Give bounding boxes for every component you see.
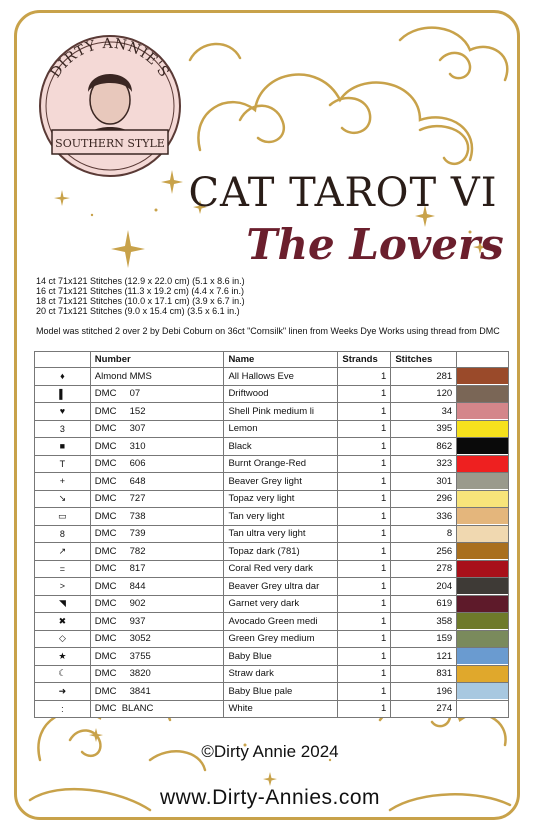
color-swatch [457,683,508,699]
color-swatch [457,473,508,489]
symbol-cell: > [35,578,91,596]
stitches-cell: 120 [391,385,457,403]
table-row [35,473,509,491]
color-swatch [457,543,508,559]
color-swatch [457,648,508,664]
table-row [35,665,509,683]
symbol-cell: ↘ [35,490,91,508]
table-body [35,368,509,718]
color-swatch [457,666,508,682]
stitches-cell: 34 [391,403,457,421]
color-swatch [457,526,508,542]
symbol-cell: : [35,700,91,718]
size-line: 14 ct 71x121 Stitches (12.9 x 22.0 cm) (5.1 x 8.6 in.) [36,276,245,286]
stitches-cell: 358 [391,613,457,631]
number-cell: DMC 782 [90,543,224,561]
color-swatch-cell [457,613,509,631]
stitches-cell: 159 [391,630,457,648]
name-cell: Avocado Green medi [224,613,338,631]
number-cell: DMC 606 [90,455,224,473]
strands-cell: 1 [338,403,391,421]
color-swatch-cell [457,560,509,578]
number-cell: DMC 817 [90,560,224,578]
table-row [35,508,509,526]
table-row [35,683,509,701]
symbol-cell: ◥ [35,595,91,613]
strands-cell: 1 [338,665,391,683]
strands-cell: 1 [338,455,391,473]
table-row [35,648,509,666]
symbol-cell: ▭ [35,508,91,526]
table-row [35,420,509,438]
strands-cell: 1 [338,473,391,491]
color-swatch [457,368,508,384]
name-cell: White [224,700,338,718]
color-swatch [457,631,508,647]
table-row [35,543,509,561]
header-strands: Strands [338,352,391,368]
table-row [35,578,509,596]
stitches-cell: 204 [391,578,457,596]
strands-cell: 1 [338,630,391,648]
number-cell: DMC 738 [90,508,224,526]
stitches-cell: 296 [391,490,457,508]
color-swatch-cell [457,455,509,473]
stitches-cell: 336 [391,508,457,526]
stitches-cell: 862 [391,438,457,456]
name-cell: Burnt Orange-Red [224,455,338,473]
number-cell: Almond MMS [90,368,224,386]
strands-cell: 1 [338,490,391,508]
pattern-subtitle: The Lovers [246,220,504,269]
table-row [35,630,509,648]
name-cell: Tan very light [224,508,338,526]
strands-cell: 1 [338,525,391,543]
logo-bottom-text: SOUTHERN STYLE [55,137,165,150]
symbol-cell: ■ [35,438,91,456]
stitches-cell: 395 [391,420,457,438]
color-swatch [457,701,508,717]
name-cell: Green Grey medium [224,630,338,648]
name-cell: Black [224,438,338,456]
color-swatch-cell [457,665,509,683]
color-swatch-cell [457,403,509,421]
strands-cell: 1 [338,683,391,701]
size-line: 18 ct 71x121 Stitches (10.0 x 17.1 cm) (3.9 x 6.7 in.) [36,296,245,306]
color-swatch-cell [457,508,509,526]
strands-cell: 1 [338,648,391,666]
stitches-cell: 274 [391,700,457,718]
number-cell: DMC 844 [90,578,224,596]
symbol-cell: ➜ [35,683,91,701]
header-stitches: Stitches [391,352,457,368]
symbol-cell: ✖ [35,613,91,631]
number-cell: DMC 937 [90,613,224,631]
strands-cell: 1 [338,595,391,613]
table-row [35,595,509,613]
symbol-cell: ♥ [35,403,91,421]
model-note: Model was stitched 2 over 2 by Debi Coburn on 36ct "Cornsilk" linen from Weeks Dye Works using thread from DMC [36,326,500,336]
symbol-cell: 8 [35,525,91,543]
table-row [35,385,509,403]
name-cell: All Hallows Eve [224,368,338,386]
number-cell: DMC 3052 [90,630,224,648]
number-cell: DMC BLANC [90,700,224,718]
strands-cell: 1 [338,578,391,596]
name-cell: Beaver Grey ultra dar [224,578,338,596]
header-name: Name [224,352,338,368]
number-cell: DMC 739 [90,525,224,543]
thread-key-table [34,351,509,718]
table-row [35,613,509,631]
color-swatch [457,613,508,629]
stitches-cell: 619 [391,595,457,613]
strands-cell: 1 [338,560,391,578]
name-cell: Lemon [224,420,338,438]
color-swatch-cell [457,420,509,438]
website-link[interactable]: www.Dirty-Annies.com [159,786,381,809]
table-row [35,490,509,508]
pattern-title: CAT TAROT VI [188,170,498,216]
symbol-cell: 3 [35,420,91,438]
color-swatch [457,491,508,507]
stitches-cell: 831 [391,665,457,683]
name-cell: Baby Blue [224,648,338,666]
number-cell: DMC 3820 [90,665,224,683]
name-cell: Baby Blue pale [224,683,338,701]
header-number: Number [90,352,224,368]
color-swatch-cell [457,700,509,718]
symbol-cell: ☾ [35,665,91,683]
color-swatch-cell [457,578,509,596]
table-row [35,700,509,718]
number-cell: DMC 307 [90,420,224,438]
stitches-cell: 301 [391,473,457,491]
name-cell: Tan ultra very light [224,525,338,543]
number-cell: DMC 3755 [90,648,224,666]
table-row [35,560,509,578]
strands-cell: 1 [338,508,391,526]
symbol-cell: ★ [35,648,91,666]
stitches-cell: 121 [391,648,457,666]
stitches-cell: 196 [391,683,457,701]
color-swatch [457,561,508,577]
stitches-cell: 281 [391,368,457,386]
color-swatch-cell [457,595,509,613]
strands-cell: 1 [338,700,391,718]
name-cell: Straw dark [224,665,338,683]
color-swatch [457,456,508,472]
size-line: 20 ct 71x121 Stitches (9.0 x 15.4 cm) (3.5 x 6.1 in.) [36,306,240,316]
copyright-text: ©Dirty Annie 2024 [201,742,339,761]
name-cell: Coral Red very dark [224,560,338,578]
color-swatch [457,508,508,524]
color-swatch [457,578,508,594]
color-swatch [457,386,508,402]
table-row [35,368,509,386]
number-cell: DMC 310 [90,438,224,456]
color-swatch [457,596,508,612]
table-row [35,438,509,456]
header-symbol [35,352,91,368]
symbol-cell: + [35,473,91,491]
name-cell: Garnet very dark [224,595,338,613]
symbol-cell: = [35,560,91,578]
color-swatch-cell [457,543,509,561]
strands-cell: 1 [338,543,391,561]
color-swatch-cell [457,385,509,403]
stitches-cell: 323 [391,455,457,473]
symbol-cell: ♦ [35,368,91,386]
color-swatch-cell [457,630,509,648]
color-swatch-cell [457,438,509,456]
table-row [35,525,509,543]
color-swatch-cell [457,683,509,701]
table-header-row [35,352,509,368]
stitches-cell: 278 [391,560,457,578]
number-cell: DMC 07 [90,385,224,403]
fabric-sizes [36,276,245,316]
symbol-cell: ◇ [35,630,91,648]
symbol-cell: T [35,455,91,473]
color-swatch-cell [457,473,509,491]
stitches-cell: 8 [391,525,457,543]
number-cell: DMC 3841 [90,683,224,701]
dirty-annies-logo [22,30,198,180]
color-swatch-cell [457,525,509,543]
color-swatch-cell [457,648,509,666]
header-color [457,352,509,368]
logo-top-text: DIRTY ANNIE'S [47,35,173,81]
name-cell: Shell Pink medium li [224,403,338,421]
strands-cell: 1 [338,613,391,631]
strands-cell: 1 [338,420,391,438]
symbol-cell: ↗ [35,543,91,561]
symbol-cell: ▌ [35,385,91,403]
name-cell: Driftwood [224,385,338,403]
size-line: 16 ct 71x121 Stitches (11.3 x 19.2 cm) (4.4 x 7.6 in.) [36,286,244,296]
table-row [35,455,509,473]
color-swatch [457,403,508,419]
color-swatch-cell [457,368,509,386]
strands-cell: 1 [338,368,391,386]
number-cell: DMC 727 [90,490,224,508]
name-cell: Topaz very light [224,490,338,508]
number-cell: DMC 902 [90,595,224,613]
strands-cell: 1 [338,385,391,403]
color-swatch [457,438,508,454]
color-swatch [457,421,508,437]
number-cell: DMC 648 [90,473,224,491]
table-row [35,403,509,421]
name-cell: Beaver Grey light [224,473,338,491]
strands-cell: 1 [338,438,391,456]
color-swatch-cell [457,490,509,508]
name-cell: Topaz dark (781) [224,543,338,561]
number-cell: DMC 152 [90,403,224,421]
stitches-cell: 256 [391,543,457,561]
